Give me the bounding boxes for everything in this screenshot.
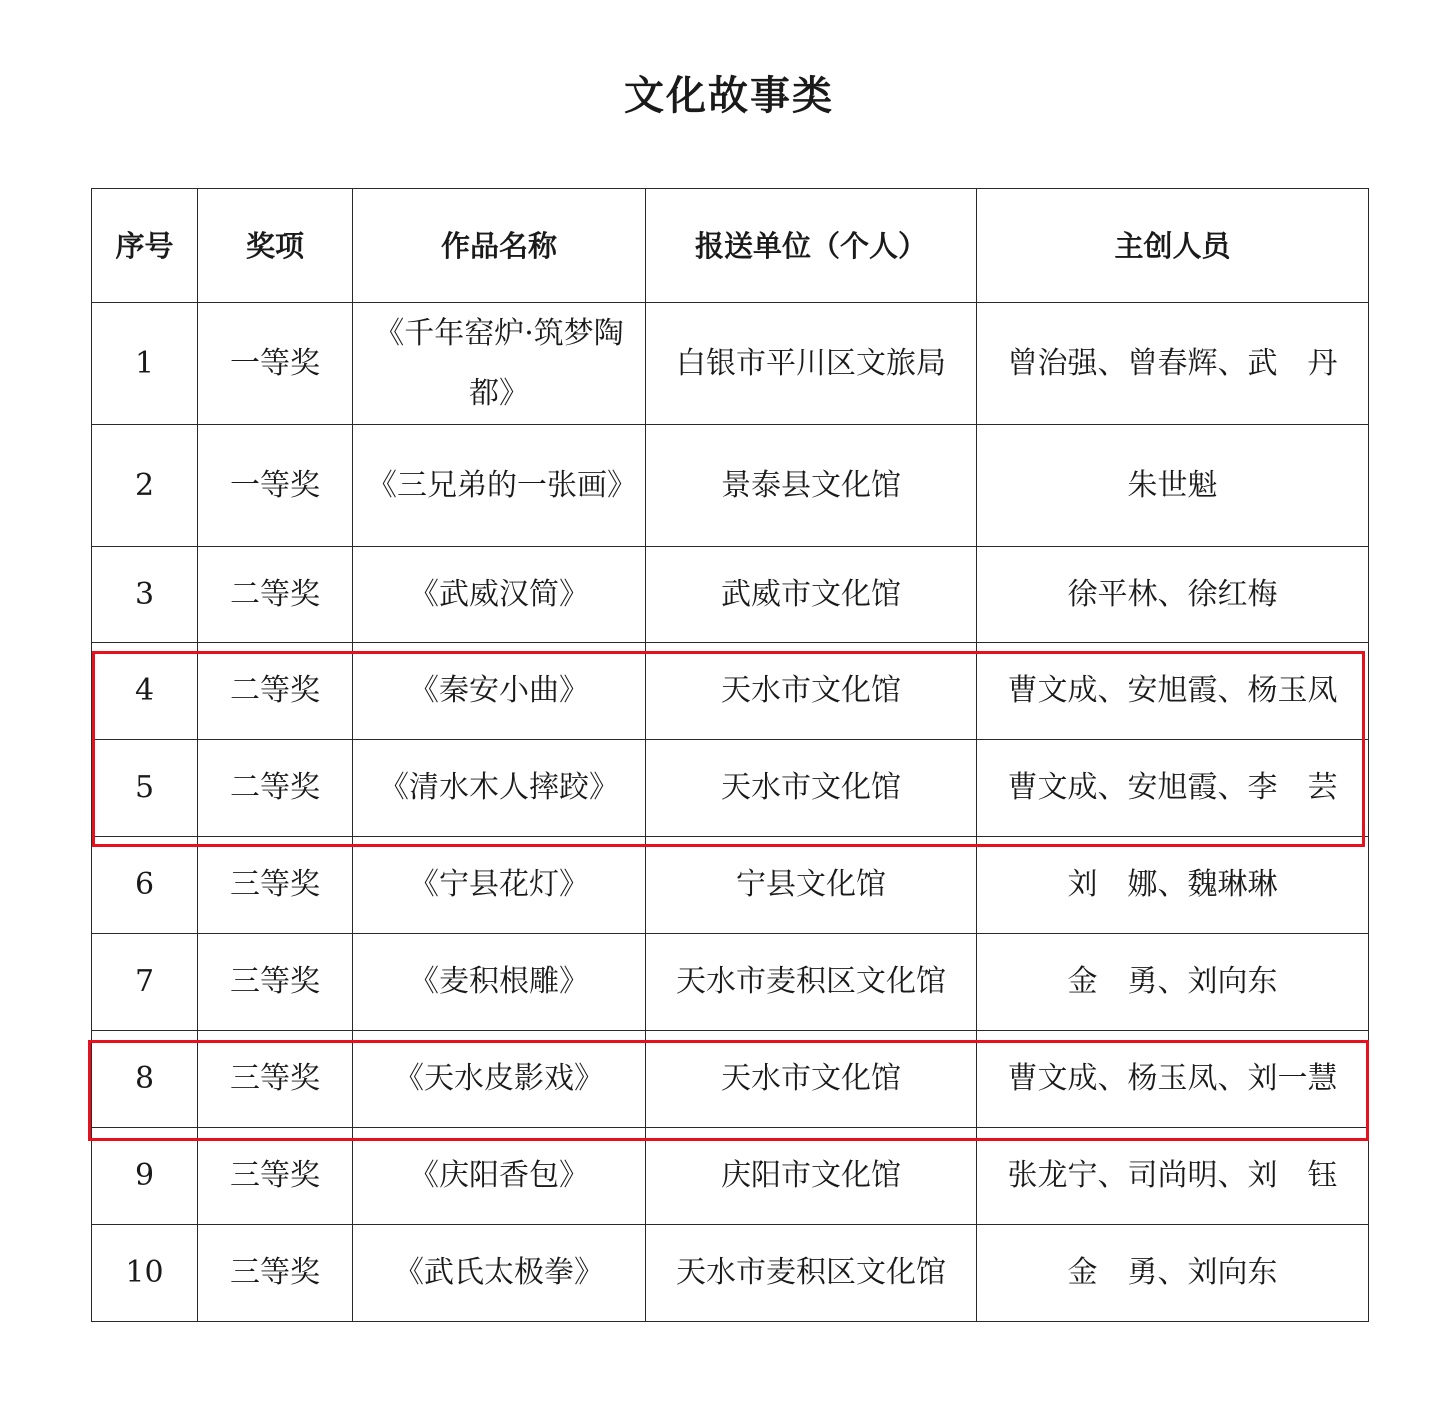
cell-creators: 曹文成、杨玉凤、刘一慧 [977,1031,1369,1128]
cell-work: 《清水木人摔跤》 [353,740,646,837]
cell-work: 《秦安小曲》 [353,643,646,740]
cell-unit: 宁县文化馆 [646,837,977,934]
cell-seq: 7 [92,934,198,1031]
cell-award: 三等奖 [198,934,353,1031]
cell-seq: 6 [92,837,198,934]
cell-work: 《麦积根雕》 [353,934,646,1031]
cell-unit: 天水市文化馆 [646,1031,977,1128]
header-award: 奖项 [198,189,353,303]
table-row [92,643,1369,740]
cell-work: 《庆阳香包》 [353,1128,646,1225]
header-seq: 序号 [92,189,198,303]
cell-unit: 天水市麦积区文化馆 [646,1225,977,1322]
cell-work: 《千年窑炉·筑梦陶都》 [353,303,646,425]
cell-award: 一等奖 [198,303,353,425]
cell-creators: 金 勇、刘向东 [977,934,1369,1031]
cell-seq: 1 [92,303,198,425]
header-unit: 报送单位（个人） [646,189,977,303]
cell-unit: 武威市文化馆 [646,547,977,643]
cell-award: 三等奖 [198,1128,353,1225]
cell-creators: 曹文成、安旭霞、杨玉凤 [977,643,1369,740]
cell-unit: 白银市平川区文旅局 [646,303,977,425]
cell-award: 一等奖 [198,425,353,547]
cell-seq: 4 [92,643,198,740]
cell-seq: 5 [92,740,198,837]
cell-creators: 金 勇、刘向东 [977,1225,1369,1322]
cell-award: 二等奖 [198,643,353,740]
cell-award: 三等奖 [198,837,353,934]
cell-award: 二等奖 [198,740,353,837]
table-row [92,425,1369,547]
table-row [92,934,1369,1031]
cell-work: 《武威汉简》 [353,547,646,643]
cell-seq: 3 [92,547,198,643]
cell-seq: 8 [92,1031,198,1128]
cell-creators: 朱世魁 [977,425,1369,547]
cell-award: 二等奖 [198,547,353,643]
cell-creators: 曾治强、曾春辉、武 丹 [977,303,1369,425]
table-row [92,1225,1369,1322]
cell-creators: 刘 娜、魏琳琳 [977,837,1369,934]
cell-unit: 天水市文化馆 [646,643,977,740]
table-header-row [92,189,1369,303]
cell-work: 《三兄弟的一张画》 [353,425,646,547]
table-row [92,1031,1369,1128]
cell-award: 三等奖 [198,1031,353,1128]
table-row [92,303,1369,425]
header-work: 作品名称 [353,189,646,303]
table-row [92,837,1369,934]
cell-work: 《宁县花灯》 [353,837,646,934]
cell-creators: 曹文成、安旭霞、李 芸 [977,740,1369,837]
cell-seq: 9 [92,1128,198,1225]
cell-unit: 庆阳市文化馆 [646,1128,977,1225]
cell-unit: 天水市麦积区文化馆 [646,934,977,1031]
table-row [92,740,1369,837]
cell-creators: 徐平林、徐红梅 [977,547,1369,643]
cell-work: 《武氏太极拳》 [353,1225,646,1322]
cell-creators: 张龙宁、司尚明、刘 钰 [977,1128,1369,1225]
cell-unit: 天水市文化馆 [646,740,977,837]
table-row [92,1128,1369,1225]
cell-seq: 10 [92,1225,198,1322]
cell-seq: 2 [92,425,198,547]
page-title: 文化故事类 [624,73,834,119]
table-row [92,547,1369,643]
cell-award: 三等奖 [198,1225,353,1322]
header-creators: 主创人员 [977,189,1369,303]
cell-unit: 景泰县文化馆 [646,425,977,547]
cell-work: 《天水皮影戏》 [353,1031,646,1128]
awards-table [91,188,1369,1322]
